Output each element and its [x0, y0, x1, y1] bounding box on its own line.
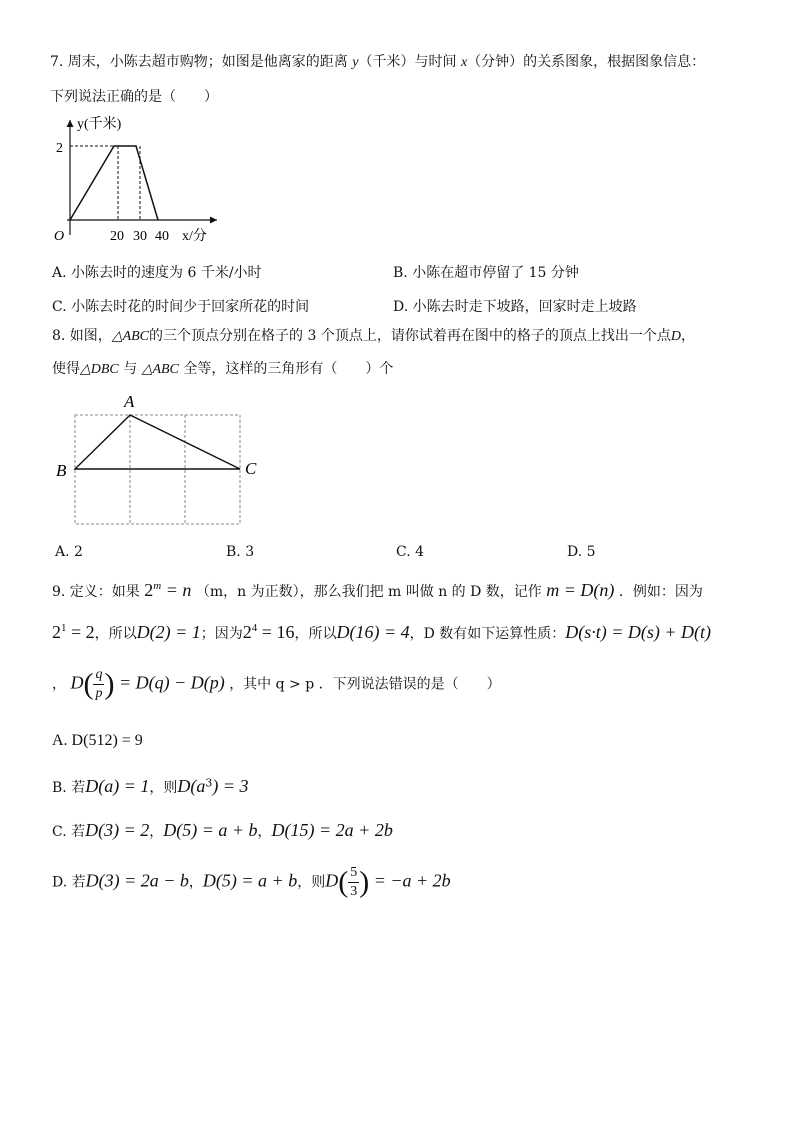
- q9-ex2-result: D(16) = 4: [336, 622, 410, 642]
- q9-eq-n: = n: [161, 580, 192, 600]
- q8-option-d: D. 5: [567, 544, 596, 560]
- q8-label-c: C: [245, 459, 257, 478]
- q7-x-tick-20: 20: [110, 229, 124, 244]
- q9-fraction-5-3: $\frac{5}{3}$: [350, 865, 358, 899]
- q9-stem-line1: [52, 580, 703, 601]
- q8-text-b: 的三个顶点分别在格子的 3 个顶点上，请你试着再在图中的格子的顶点上找出一个点: [149, 328, 671, 344]
- q7-origin: O: [54, 229, 65, 244]
- q7-text-c: （分钟）的关系图象，根据图象信息：: [467, 54, 706, 70]
- q7-var-y: y: [352, 55, 359, 70]
- q9-option-d: D. 若D(3) = 2a − b，D(5) = a + b，则D( $\frac{5}{3}$ ) = −a + 2b: [52, 865, 451, 899]
- q9-text-g: ，D 数有如下运算性质：: [409, 626, 566, 642]
- q8-text-a: 8. 如图，: [52, 328, 112, 344]
- q8-tri-dbc: △DBC: [80, 362, 119, 377]
- q8-triangle-abc: [75, 415, 240, 469]
- q9-text-e: ；因为: [200, 626, 243, 642]
- q9-property-1: D(s·t) = D(s) + D(t): [565, 622, 712, 642]
- q9-option-c: C. 若D(3) = 2，D(5) = a + b，D(15) = 2a + 2b: [52, 820, 393, 840]
- q7-x-tick-30: 30: [133, 229, 147, 244]
- q8-stem-line2: [52, 358, 393, 378]
- q7-stem-line1: [50, 51, 705, 71]
- q7-option-c: C. 小陈去时花的时间少于回家所花的时间: [52, 299, 310, 315]
- q8-tri-abc: △ABC: [111, 329, 150, 344]
- q9-stem-line2: [52, 622, 711, 643]
- q7-graph: [45, 110, 225, 245]
- q8-text-d: 使得: [52, 361, 80, 377]
- q8-text-c: ，: [680, 328, 695, 344]
- q9-ex1-pow: $2^1$: [52, 622, 67, 642]
- q9-option-b: B. 若D(a) = 1，则$D(a^3) = 3$: [52, 776, 249, 796]
- q8-stem-line1: [52, 325, 695, 345]
- q8-text-e: 与: [118, 361, 142, 377]
- q8-option-b: B. 3: [226, 544, 255, 560]
- q9-ex2-pow: $2^4$: [242, 622, 258, 642]
- q7-option-d: D. 小陈去时走下坡路，回家时走上坡路: [393, 299, 637, 315]
- q8-label-b: B: [56, 461, 67, 480]
- q7-y-tick-2: 2: [56, 141, 63, 156]
- q8-var-d: D: [670, 329, 681, 344]
- q7-var-x: x: [460, 55, 468, 70]
- q7-y-label: y(千米): [77, 117, 122, 132]
- q9-text-h: ，: [52, 676, 66, 693]
- q9-property-2-rhs: = D(q) − D(p): [114, 672, 225, 693]
- q9-fraction-q-p: $\frac{q}{p}$: [95, 667, 103, 701]
- q9-power: 2$^m$: [144, 580, 162, 600]
- q8-option-a: A. 2: [55, 544, 83, 560]
- q9-property-2-d: D: [70, 672, 84, 693]
- q9-def: m = D(n): [546, 580, 615, 600]
- q7-text-a: 7. 周末，小陈去超市购物；如图是他离家的距离: [50, 54, 348, 70]
- q9-text-b: （m，n 为正数），那么我们把 m 叫做 n 的 D 数，记作: [195, 584, 542, 600]
- q8-grid-figure: [50, 390, 280, 530]
- q9-text-i: ，其中 q > p ．下列说法错误的是（ ）: [229, 676, 501, 693]
- q9-option-a: A. D(512) = 9: [52, 732, 143, 749]
- q7-x-tick-40: 40: [155, 229, 169, 244]
- q9-ex1-eq: = 2: [66, 622, 95, 642]
- q9-text-f: ，所以: [294, 626, 337, 642]
- q8-text-f: 全等，这样的三角形有（ ）个: [178, 361, 394, 377]
- q9-ex2-eq: = 16: [257, 622, 295, 642]
- q7-x-label: x/分: [182, 229, 207, 244]
- q8-option-c: C. 4: [396, 544, 425, 560]
- q9-ex1-result: D(2) = 1: [136, 622, 201, 642]
- q9-paren-close: ): [104, 667, 115, 701]
- q7-option-b: B. 小陈在超市停留了 15 分钟: [393, 265, 579, 281]
- q8-tri-abc-2: △ABC: [141, 362, 179, 377]
- q9-stem-line3: [52, 666, 501, 703]
- q9-text-c: ．例如：因为: [618, 584, 703, 600]
- q9-paren-open: (: [83, 667, 94, 701]
- q9-text-d: ，所以: [94, 626, 137, 642]
- q7-stem-line2: 下列说法正确的是（ ）: [50, 89, 218, 105]
- q7-text-b: （千米）与时间: [358, 54, 457, 70]
- q8-label-a: A: [124, 392, 135, 411]
- q7-option-a: A. 小陈去时的速度为 6 千米/小时: [52, 265, 262, 281]
- q9-text-a: 9. 定义：如果: [52, 584, 140, 600]
- q7-series-line: [70, 146, 158, 220]
